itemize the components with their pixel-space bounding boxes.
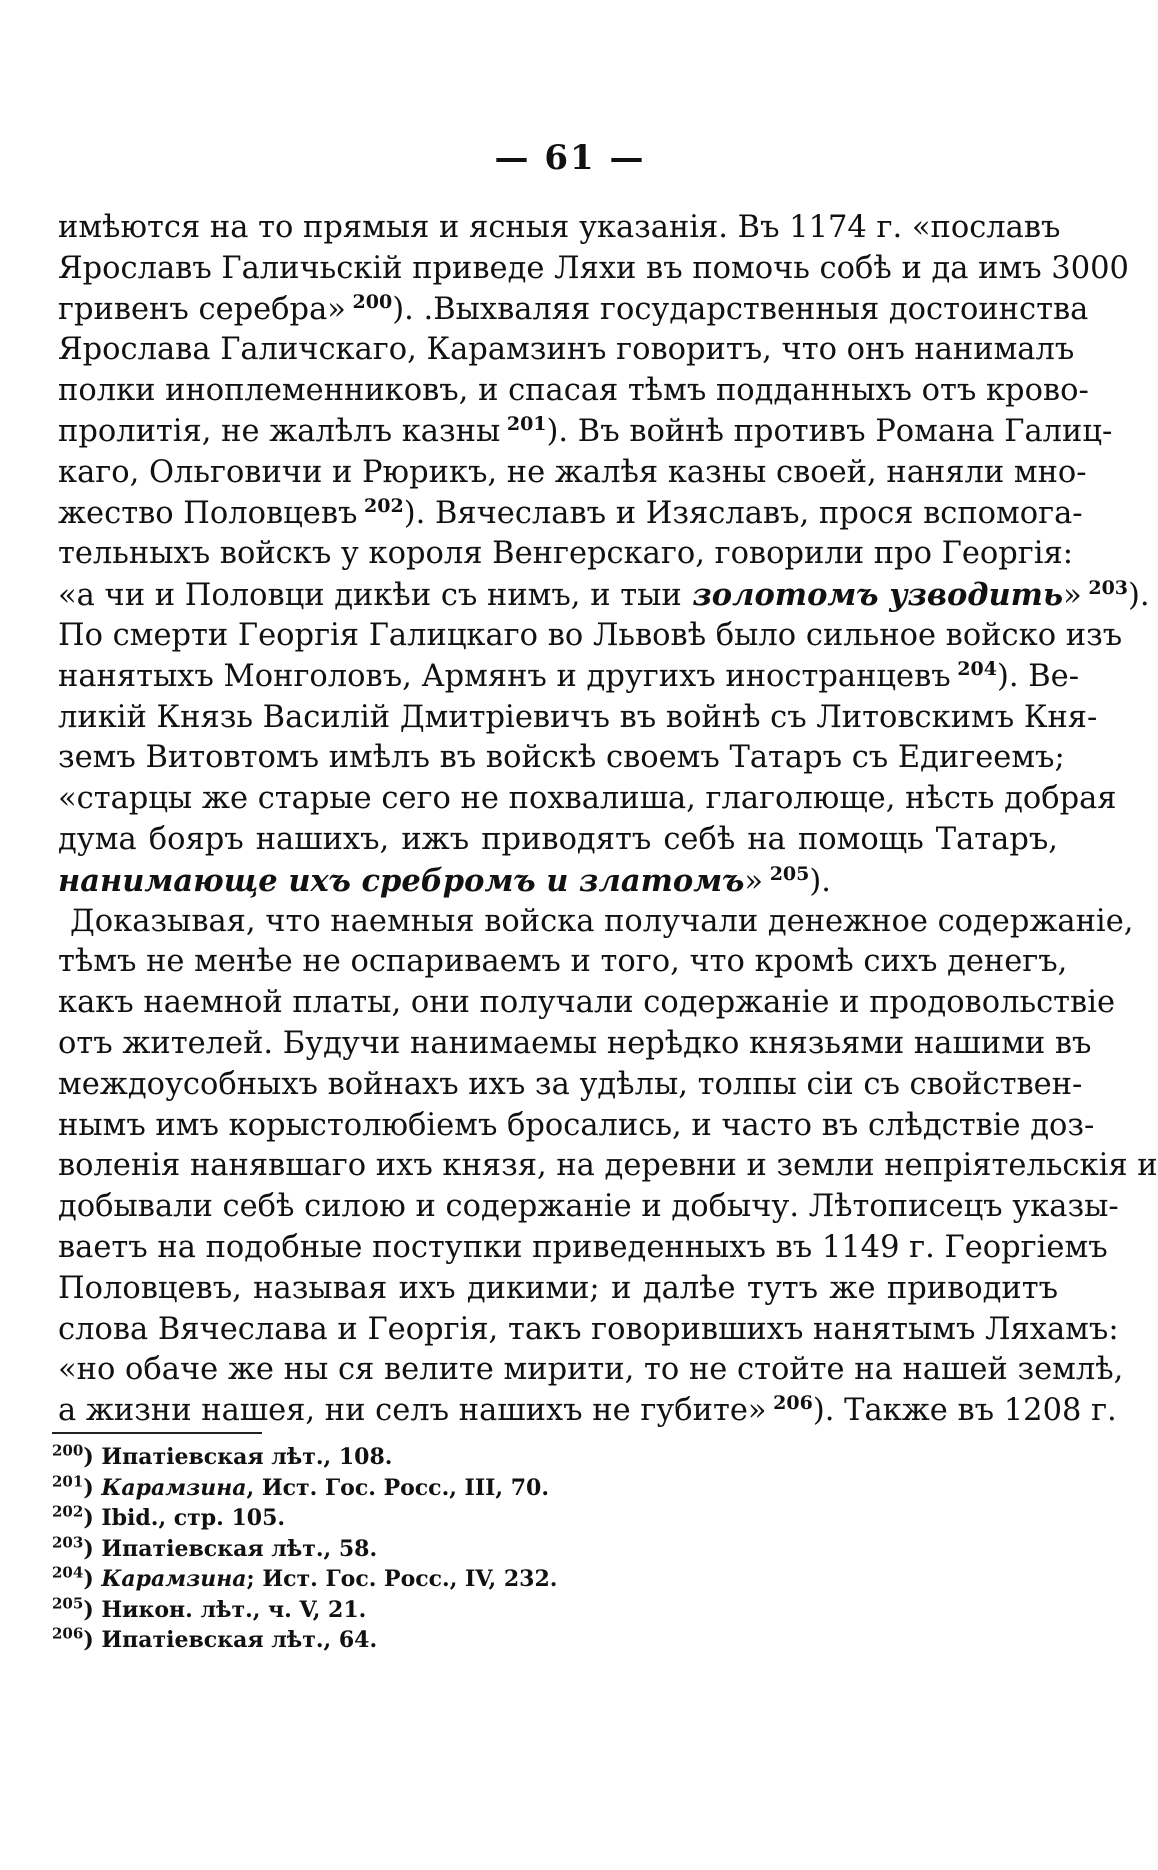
- footnote: [52, 1534, 752, 1565]
- text-line: [58, 861, 1058, 902]
- text-line: [58, 902, 1134, 943]
- footnote-text: ) Ibid., стр. 105.: [83, 1505, 286, 1531]
- line-text: земъ Витовтомъ имѣлъ въ войскѣ своемъ Татаръ съ Едигеемъ;: [58, 740, 1065, 776]
- footnote-reference: 201: [500, 412, 547, 435]
- text-line: [58, 1065, 1083, 1106]
- footnote-number: 205: [52, 1594, 84, 1613]
- footnote-text: ) Ипатіевская лѣт., 64.: [83, 1627, 378, 1653]
- line-text-after: ). Вячеславъ и Изяславъ, прося вспомога-: [403, 495, 1083, 531]
- footnote-paren: ): [83, 1566, 102, 1592]
- line-text: нымъ имъ корыстолюбіемъ бросались, и часто въ слѣдствіе доз-: [58, 1107, 1095, 1143]
- footnote: [52, 1473, 752, 1504]
- line-text: Доказывая, что наемныя войска получали денежное содержаніе,: [70, 903, 1134, 939]
- text-line: [58, 494, 1083, 535]
- line-text: полки иноплеменниковъ, и спасая тѣмъ подданныхъ отъ крово-: [58, 373, 1089, 409]
- italic-quote: нанимающе ихъ сребромъ и златомъ: [58, 862, 745, 899]
- footnote-number: 203: [52, 1533, 84, 1552]
- footnote-reference: 206: [766, 1391, 813, 1414]
- footnote-text: ) Ипатіевская лѣт., 108.: [83, 1444, 393, 1470]
- line-text: каго, Ольговичи и Рюрикъ, не жалѣя казны своей, наняли мно-: [58, 454, 1087, 490]
- footnote: [52, 1503, 752, 1534]
- line-text-after: ). .Выхваляя государственныя достоинства: [392, 291, 1089, 327]
- text-line: [58, 534, 1074, 575]
- text-line: [58, 698, 1098, 739]
- footnote-text: ) Никон. лѣт., ч. V, 21.: [83, 1596, 367, 1623]
- footnote-number: 204: [52, 1563, 84, 1582]
- text-line: [58, 779, 1117, 820]
- italic-quote: золотомъ узводить: [681, 577, 1064, 614]
- line-text: ваетъ на подобные поступки приведенныхъ въ 1149 г. Георгіемъ: [58, 1229, 1108, 1265]
- line-text: Ярослава Галичскаго, Карамзинъ говоритъ, что онъ нанималъ: [58, 332, 1075, 368]
- footnote-number: 206: [52, 1624, 84, 1643]
- text-line: [58, 942, 1068, 983]
- line-text: «а чи и Половци дикѣи съ нимъ, и тыи: [58, 578, 682, 614]
- footnote-text: ) Ипатіевская лѣт., 58.: [83, 1535, 378, 1562]
- text-line: [58, 1269, 1058, 1310]
- footnote-number: 202: [52, 1502, 84, 1521]
- text-line: [58, 575, 1150, 616]
- footnote-paren: ): [83, 1474, 102, 1501]
- text-line: [58, 1187, 1119, 1228]
- line-text: добывали себѣ силою и содержаніе и добычу. Лѣтописецъ указы-: [58, 1189, 1119, 1225]
- line-text: а жизни нашея, ни селъ нашихъ не губите»: [58, 1393, 767, 1429]
- footnote-reference: 205: [763, 862, 810, 885]
- text-line: [58, 249, 1129, 290]
- footnote-reference: 200: [345, 290, 393, 313]
- line-text-after: ).: [1128, 578, 1150, 614]
- footnote-number: 201: [52, 1472, 84, 1491]
- footnote-author: Карамзина: [101, 1566, 247, 1592]
- quote-close: »: [744, 863, 764, 899]
- footnote-text: , Ист. Гос. Росс., III, 70.: [246, 1474, 550, 1501]
- footnote: [52, 1625, 752, 1656]
- text-line: [58, 371, 1089, 412]
- text-line: [58, 1024, 1092, 1065]
- footnote-reference: 203: [1081, 577, 1129, 600]
- footnote-reference: 204: [950, 657, 997, 680]
- footnote: [52, 1442, 752, 1473]
- text-line: [58, 412, 1113, 453]
- text-line: [58, 453, 1087, 494]
- line-text: имѣются на то прямыя и ясныя указанія. Въ 1174 г. «пославъ: [58, 210, 1061, 245]
- line-text: нанятыхъ Монголовъ, Армянъ и другихъ иностранцевъ: [58, 658, 951, 694]
- line-text: какъ наемной платы, они получали содержаніе и продовольствіе: [58, 985, 1116, 1021]
- line-text: воленія нанявшаго ихъ князя, на деревни и земли непріятельскія и: [58, 1148, 1158, 1184]
- text-line: [58, 820, 1058, 861]
- text-line: [58, 1228, 1108, 1269]
- line-text: гривенъ серебра»: [58, 291, 346, 327]
- line-text-after: ).: [809, 863, 831, 899]
- paragraph-1: [58, 208, 1150, 902]
- text-line: [58, 208, 1061, 249]
- footnote: [52, 1595, 752, 1626]
- text-line: [58, 1146, 1158, 1187]
- line-text-after: ). Въ войнѣ противъ Романа Галиц-: [546, 413, 1113, 449]
- line-text: междоусобныхъ войнахъ ихъ за удѣлы, толпы сіи съ свойствен-: [58, 1066, 1083, 1102]
- line-text: тельныхъ войскъ у короля Венгерскаго, говорили про Георгія:: [58, 536, 1074, 572]
- line-text: дума бояръ нашихъ, ижъ приводятъ себѣ на помощь Татаръ,: [58, 821, 1058, 857]
- text-line: [58, 1106, 1095, 1147]
- text-line: [58, 1391, 1117, 1432]
- paragraph-2: [58, 902, 1158, 1432]
- footnote-reference: 202: [357, 494, 404, 517]
- footnote-text: ; Ист. Гос. Росс., IV, 232.: [246, 1566, 558, 1592]
- quote-close: »: [1063, 578, 1082, 614]
- text-line: [58, 616, 1123, 657]
- line-text: жество Половцевъ: [58, 495, 358, 531]
- footnote: [52, 1564, 752, 1595]
- text-line: [58, 983, 1116, 1024]
- text-line: [58, 1350, 1124, 1391]
- footnote-author: Карамзина: [101, 1474, 247, 1501]
- text-line: [58, 330, 1075, 371]
- text-line: [58, 657, 1079, 698]
- line-text: отъ жителей. Будучи нанимаемы нерѣдко князьями нашими въ: [58, 1025, 1092, 1061]
- line-text: «старцы же старые сего не похвалиша, глаголюще, нѣсть добрая: [58, 781, 1117, 817]
- footnote-number: 200: [52, 1441, 84, 1460]
- line-text: пролитія, не жалѣлъ казны: [58, 413, 501, 449]
- line-text: слова Вячеслава и Георгія, такъ говорившихъ нанятымъ Ляхамъ:: [58, 1311, 1119, 1347]
- text-line: [58, 1310, 1119, 1351]
- line-text: «но обаче же ны ся велите мирити, то не стойте на нашей землѣ,: [58, 1352, 1124, 1388]
- line-text: тѣмъ не менѣе не оспариваемъ и того, что кромѣ сихъ денегъ,: [58, 944, 1068, 980]
- footnote-rule: [52, 1432, 262, 1434]
- page-number: — 61 —: [494, 138, 646, 178]
- line-text: ликій Князь Василій Дмитріевичъ въ войнѣ съ Литовскимъ Кня-: [58, 699, 1098, 735]
- line-text: Ярославъ Галичьскій приведе Ляхи въ помочь собѣ и да имъ 3000: [58, 250, 1129, 286]
- text-line: [58, 290, 1089, 331]
- footnotes: [52, 1442, 752, 1656]
- line-text: Половцевъ, называя ихъ дикими; и далѣе тутъ же приводитъ: [58, 1270, 1058, 1306]
- line-text-after: ). Также въ 1208 г.: [812, 1393, 1117, 1429]
- body-text: [58, 208, 1158, 1432]
- line-text: По смерти Георгія Галицкаго во Львовѣ было сильное войско изъ: [58, 617, 1123, 653]
- text-line: [58, 738, 1065, 779]
- line-text-after: ). Ве-: [996, 658, 1079, 694]
